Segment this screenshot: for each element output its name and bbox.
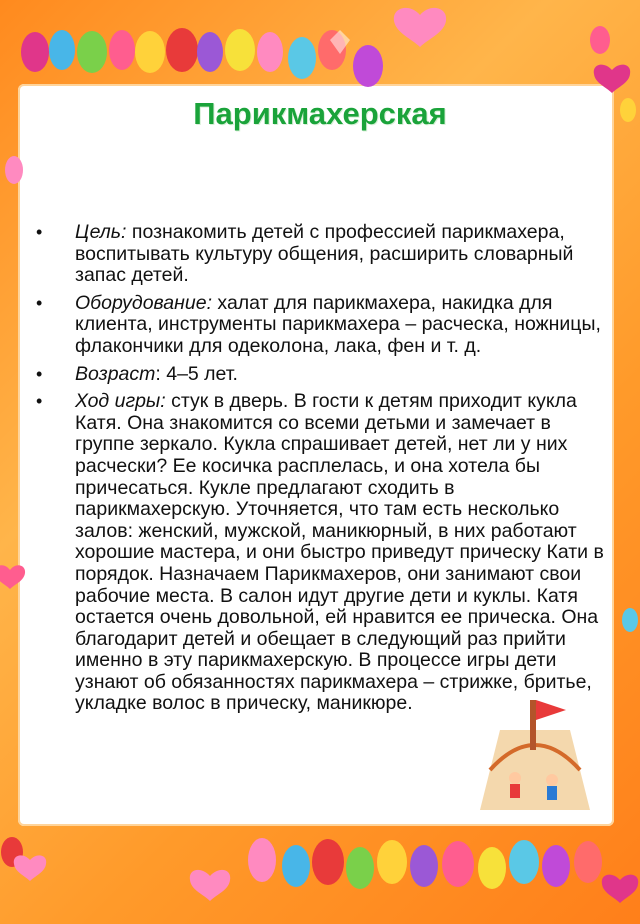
game-description [32,222,607,721]
item-label: Оборудование: [75,291,212,314]
bullet-icon: • [36,391,43,412]
list-item-equipment [32,293,607,358]
item-label: Возраст [75,362,156,385]
item-text: познакомить детей с профессией парикмахера, воспитывать культуру общения, расширить словарный запас детей. [75,221,574,287]
bullet-icon: • [36,222,43,242]
item-label: Цель: [75,221,127,243]
item-text: халат для парикмахера, накидка для клиента, инструменты парикмахера – расческа, ножницы, флакончики для одеколона, лака, фен и т. д. [75,291,601,357]
bullet-list [32,222,607,715]
page-title: Парикмахерская [193,96,447,131]
list-item-age [32,364,607,386]
bullet-icon: • [36,363,43,384]
item-text: : 4–5 лет. [155,362,238,385]
bullet-icon: • [36,292,43,313]
item-label: Ход игры: [75,390,166,413]
list-item-goal [32,222,607,287]
list-item-game-course [32,391,607,715]
item-text: стук в дверь. В гости к детям приходит кукла Катя. Она знакомится со всеми детьми и замечает в группе зеркало. Кукла спрашивает детей, нет ли у них расчески? Ее косичка расплелась, и она хотела бы причесаться. Кукле предлагают сходить в парикмахерскую. Уточняется, что там есть несколько залов: женский, мужской, маникюрный, в них работают хорошие мастера, и они быстро приведут прическу Кати в порядок. Назначаем Парикмахеров, они занимают свои рабочие места. В салон идут другие дети и куклы. Катя остается очень довольной, ей нравится ее прическа. Она благодарит детей и обещает в следующий раз прийти именно в эту парикмахерскую. В процессе игры дети узнают об обязанностях парикмахера – стрижке, бритье, укладке волос в прическу, маникюре. [75,390,604,715]
